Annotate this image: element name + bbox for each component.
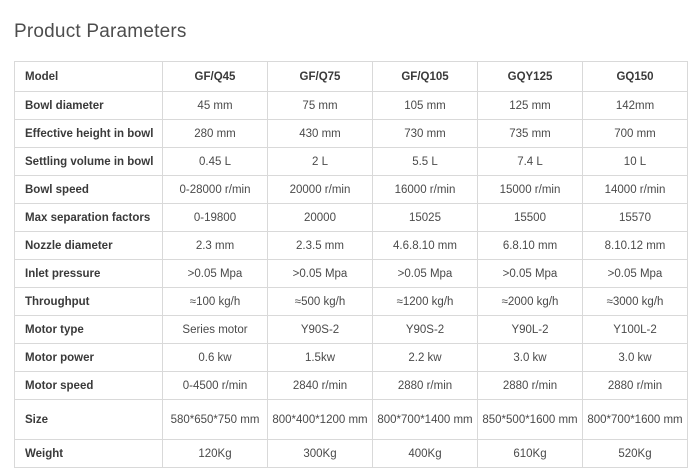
cell-value: >0.05 Mpa <box>163 260 268 288</box>
cell-value: 3.0 kw <box>583 344 688 372</box>
table-row <box>15 440 688 468</box>
cell-value: 2840 r/min <box>268 372 373 400</box>
table-row <box>15 316 688 344</box>
cell-value: 2880 r/min <box>373 372 478 400</box>
table-row <box>15 92 688 120</box>
row-label: Motor speed <box>15 372 163 400</box>
cell-value: 120Kg <box>163 440 268 468</box>
table-body <box>15 92 688 468</box>
row-label: Settling volume in bowl <box>15 148 163 176</box>
table-header <box>15 62 688 92</box>
cell-value: 800*700*1600 mm <box>583 400 688 440</box>
cell-value: >0.05 Mpa <box>583 260 688 288</box>
cell-value: 700 mm <box>583 120 688 148</box>
page-title: Product Parameters <box>14 20 187 42</box>
row-label: Bowl speed <box>15 176 163 204</box>
cell-value: 45 mm <box>163 92 268 120</box>
column-header-model: Model <box>15 62 163 92</box>
column-header-gfq75: GF/Q75 <box>268 62 373 92</box>
row-label: Nozzle diameter <box>15 232 163 260</box>
cell-value: Y90L-2 <box>478 316 583 344</box>
table-row <box>15 232 688 260</box>
cell-value: 730 mm <box>373 120 478 148</box>
cell-value: Y100L-2 <box>583 316 688 344</box>
cell-value: 1.5kw <box>268 344 373 372</box>
table-row <box>15 204 688 232</box>
cell-value: ≈2000 kg/h <box>478 288 583 316</box>
cell-value: 580*650*750 mm <box>163 400 268 440</box>
cell-value: 800*700*1400 mm <box>373 400 478 440</box>
cell-value: 5.5 L <box>373 148 478 176</box>
cell-value: ≈100 kg/h <box>163 288 268 316</box>
cell-value: 2.3.5 mm <box>268 232 373 260</box>
cell-value: 15500 <box>478 204 583 232</box>
row-label: Weight <box>15 440 163 468</box>
cell-value: 15000 r/min <box>478 176 583 204</box>
column-header-gqy125: GQY125 <box>478 62 583 92</box>
cell-value: 20000 <box>268 204 373 232</box>
parameters-table <box>14 61 688 468</box>
cell-value: >0.05 Mpa <box>373 260 478 288</box>
cell-value: 400Kg <box>373 440 478 468</box>
table-row <box>15 400 688 440</box>
cell-value: 14000 r/min <box>583 176 688 204</box>
column-header-gq150: GQ150 <box>583 62 688 92</box>
table-row <box>15 148 688 176</box>
cell-value: ≈1200 kg/h <box>373 288 478 316</box>
cell-value: 0-19800 <box>163 204 268 232</box>
cell-value: 142mm <box>583 92 688 120</box>
row-label: Throughput <box>15 288 163 316</box>
cell-value: 850*500*1600 mm <box>478 400 583 440</box>
cell-value: 8.10.12 mm <box>583 232 688 260</box>
cell-value: 15025 <box>373 204 478 232</box>
table-row <box>15 260 688 288</box>
cell-value: 280 mm <box>163 120 268 148</box>
cell-value: Y90S-2 <box>268 316 373 344</box>
cell-value: 6.8.10 mm <box>478 232 583 260</box>
table-row <box>15 120 688 148</box>
cell-value: 16000 r/min <box>373 176 478 204</box>
cell-value: 610Kg <box>478 440 583 468</box>
column-header-gfq105: GF/Q105 <box>373 62 478 92</box>
table-row <box>15 176 688 204</box>
product-parameters-page <box>0 13 700 476</box>
cell-value: 0-28000 r/min <box>163 176 268 204</box>
cell-value: ≈500 kg/h <box>268 288 373 316</box>
cell-value: 125 mm <box>478 92 583 120</box>
cell-value: 2.3 mm <box>163 232 268 260</box>
cell-value: Series motor <box>163 316 268 344</box>
cell-value: 15570 <box>583 204 688 232</box>
cell-value: 3.0 kw <box>478 344 583 372</box>
cell-value: 4.6.8.10 mm <box>373 232 478 260</box>
cell-value: 2880 r/min <box>583 372 688 400</box>
table-row <box>15 288 688 316</box>
row-label: Motor type <box>15 316 163 344</box>
row-label: Motor power <box>15 344 163 372</box>
table-row <box>15 372 688 400</box>
cell-value: 735 mm <box>478 120 583 148</box>
cell-value: Y90S-2 <box>373 316 478 344</box>
cell-value: 520Kg <box>583 440 688 468</box>
table-header-row <box>15 62 688 92</box>
table-row <box>15 344 688 372</box>
cell-value: 105 mm <box>373 92 478 120</box>
cell-value: 0.6 kw <box>163 344 268 372</box>
row-label: Size <box>15 400 163 440</box>
cell-value: 2880 r/min <box>478 372 583 400</box>
row-label: Bowl diameter <box>15 92 163 120</box>
cell-value: 10 L <box>583 148 688 176</box>
row-label: Inlet pressure <box>15 260 163 288</box>
column-header-gfq45: GF/Q45 <box>163 62 268 92</box>
cell-value: 2.2 kw <box>373 344 478 372</box>
cell-value: ≈3000 kg/h <box>583 288 688 316</box>
cell-value: 0.45 L <box>163 148 268 176</box>
cell-value: 430 mm <box>268 120 373 148</box>
cell-value: 0-4500 r/min <box>163 372 268 400</box>
cell-value: >0.05 Mpa <box>268 260 373 288</box>
parameters-table-container <box>0 61 700 468</box>
cell-value: 75 mm <box>268 92 373 120</box>
cell-value: 20000 r/min <box>268 176 373 204</box>
row-label: Effective height in bowl <box>15 120 163 148</box>
cell-value: 2 L <box>268 148 373 176</box>
cell-value: 7.4 L <box>478 148 583 176</box>
row-label: Max separation factors <box>15 204 163 232</box>
cell-value: >0.05 Mpa <box>478 260 583 288</box>
cell-value: 800*400*1200 mm <box>268 400 373 440</box>
cell-value: 300Kg <box>268 440 373 468</box>
